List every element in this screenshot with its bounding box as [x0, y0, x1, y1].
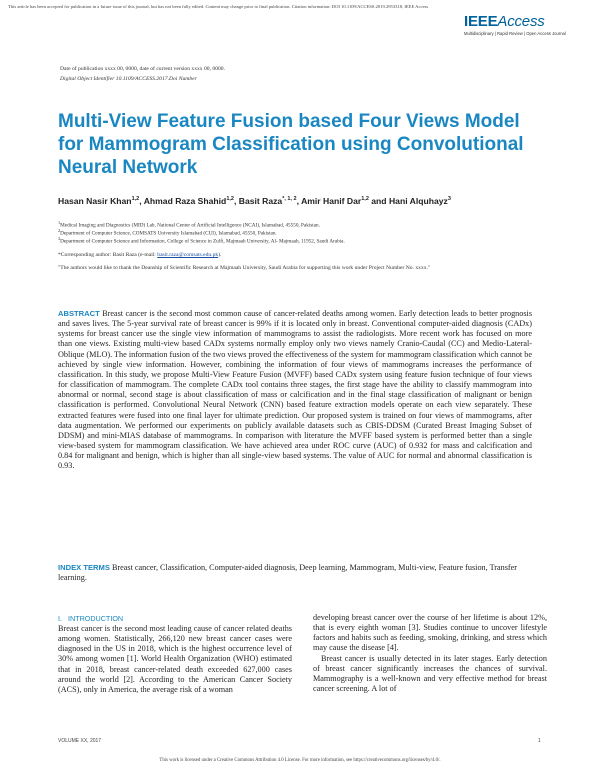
author-affiliation-marker: *, 1, 2 [282, 196, 297, 203]
author-separator: , [233, 196, 239, 206]
author-affiliation-marker: 1,2 [131, 196, 140, 203]
author-separator: , [139, 196, 144, 206]
ieee-access-logo [464, 13, 564, 43]
author-name: Amir Hanif Dar [301, 196, 362, 206]
author-affiliation-marker: 1,2 [226, 196, 234, 203]
index-terms-text: Breast cancer, Classification, Computer-aided diagnosis, Deep learning, Mammogram, Multi-view, Feature fusion, Transfer learning. [58, 563, 518, 583]
abstract-text: Breast cancer is the second most common cause of cancer-related deaths among women. Early detection leads to better prognosis and saves lives. The 5-year survival rate of breast cancer is 99% if it is located only in breast. Conventional computer-aided diagnosis (CADx) systems for breast cancer use the single view information of mammograms to assist the radiologists. More recent work has focused on more than one views. Existing multi-view based CADx systems normally employ only two views namely Cranio-Caudal (CC) and Medio-Lateral-Oblique (MLO). The information fusion of the two views proved the effectiveness of the system for mammogram classification which cannot be achieved by single view information. However, combining the information of four views of mammograms increases the performance of classification. In this study, we propose Multi-View Feature Fusion (MVFF) based CADx system using feature fusion technique of four views for classification of mammogram. The complete CADx tool contains three stages, the first stage have the ability to classify mammogram into abnormal or normal, second stage is about classification of mass or calcification and in the final stage classification of malignant or benign classification is performed. Convolutional Neural Network (CNN) based feature extraction models operate on each view separately. These extracted features were fused into one final layer for ultimate prediction. Our proposed system is trained on four views of mammograms, after data augmentation. We performed our experiments on publicly available datasets such as CBIS-DDSM (Curated Breast Imaging Subset of DDSM) and mini-MIAS database of mammograms. In comparison with literature the MVFF based system is performed better than a single view-based system for mammogram classification. We have achieved area under ROC curve (AUC) of 0.932 for mass and calcification and 0.84 for malignant and benign, which is higher than all single-view based systems. The value of AUC for normal and abnormal classification is 0.93. [58, 309, 533, 471]
logo-brand: IEEE [464, 13, 498, 30]
column-right [313, 613, 547, 694]
author-name: Ahmad Raza Shahid [143, 196, 227, 206]
author-name: Hani Alquhayz [388, 196, 448, 206]
author-affiliation-marker: 3 [447, 196, 451, 203]
section-heading-introduction: I. INTRODUCTION [58, 614, 124, 623]
affiliation-3: $^3$Department of Computer Science and Information, College of Science in Zulfi, Majmaah University, Al- Majmaah, 11952, Saudi Arabia. [58, 236, 345, 245]
author-name: Hasan Nasir Khan [58, 196, 132, 206]
logo-tagline: Multidisciplinary | Rapid Review | Open Access Journal [464, 31, 566, 36]
corresponding-author: *Corresponding author: Basit Raza (e-mail: basit.raza@comsats.edu.pk). [58, 252, 222, 258]
abstract [58, 309, 532, 472]
index-terms-heading: INDEX TERMS [58, 563, 110, 572]
page-number: 1 [538, 738, 541, 744]
paragraph: developing breast cancer over the course of her lifetime is about 12%, that is every eighth woman [3]. Studies continue to uncover lifestyle factors and habits such as feeding, smoking, drinking, and stress which may cause the disease [4]. [313, 613, 547, 653]
paragraph: Breast cancer is usually detected in its later stages. Early detection of breast cancer significantly increases the chances of survival. Mammography is a well-known and very effective method for breast cancer screening. A lot of [313, 653, 547, 694]
affiliation-1: $^1$Medical Imaging and Diagnostics (MID) Lab, National Center of Artificial Intelligence (NCAI), Islamabad, 45550, Pakistan. [58, 220, 320, 229]
volume-footer: VOLUME XX, 2017 [58, 738, 102, 744]
paper-title: Multi-View Feature Fusion based Four Views Model for Mammogram Classification using Convolutional Neural Network [58, 111, 524, 178]
author-affiliation-marker: 1,2 [361, 196, 369, 203]
author-list [58, 196, 548, 206]
logo-wordmark [464, 13, 545, 30]
index-terms [58, 563, 518, 583]
affiliation-2: $^2$Department of Computer Science, COMSATS University Islamabad (CUI), Islamabad, 45550, Pakistan. [58, 228, 277, 237]
abstract-heading: ABSTRACT [58, 309, 100, 318]
column-left [58, 624, 292, 695]
email-link[interactable]: basit.raza@comsats.edu.pk [157, 252, 219, 258]
doi-line: Digital Object Identifier 10.1109/ACCESS.2017.Doi Number [60, 76, 197, 82]
paragraph: Breast cancer is the second most leading cause of cancer related deaths among women. Statistically, 266,120 new breast cancer cases were diagnosed in the US in 2018, which is the highest occurrence level of 30% among women [1]. World Health Organization (WHO) estimated that in 2018, breast cancer-related death exceeded 627,000 cases around the world [2]. According to the American Cancer Society (ACS), only in America, the average risk of a woman [58, 624, 292, 694]
license-notice: This work is licensed under a Creative Commons Attribution 4.0 License. For more information, see https://creativecommons.org/licenses/by/4.0/. [159, 758, 441, 763]
author-name: Basit Raza [238, 196, 283, 206]
logo-brand-italic: Access [497, 13, 545, 30]
author-separator: and [368, 196, 389, 206]
acceptance-notice: This article has been accepted for publication in a future issue of this journal, but has not been fully edited. Content may change prior to final publication. Citation information: DOI 10.1109/ACCESS.2019.2953318, IEEE Access [8, 4, 429, 9]
author-separator: , [296, 196, 302, 206]
publication-date: Date of publication xxxx 00, 0000, date of current version xxxx 00, 0000. [60, 66, 225, 72]
funding-note: "The authors would like to thank the Deanship of Scientific Research at Majmaah University, Saudi Arabia for supporting this work under Project Number No. xxxx." [58, 265, 431, 271]
